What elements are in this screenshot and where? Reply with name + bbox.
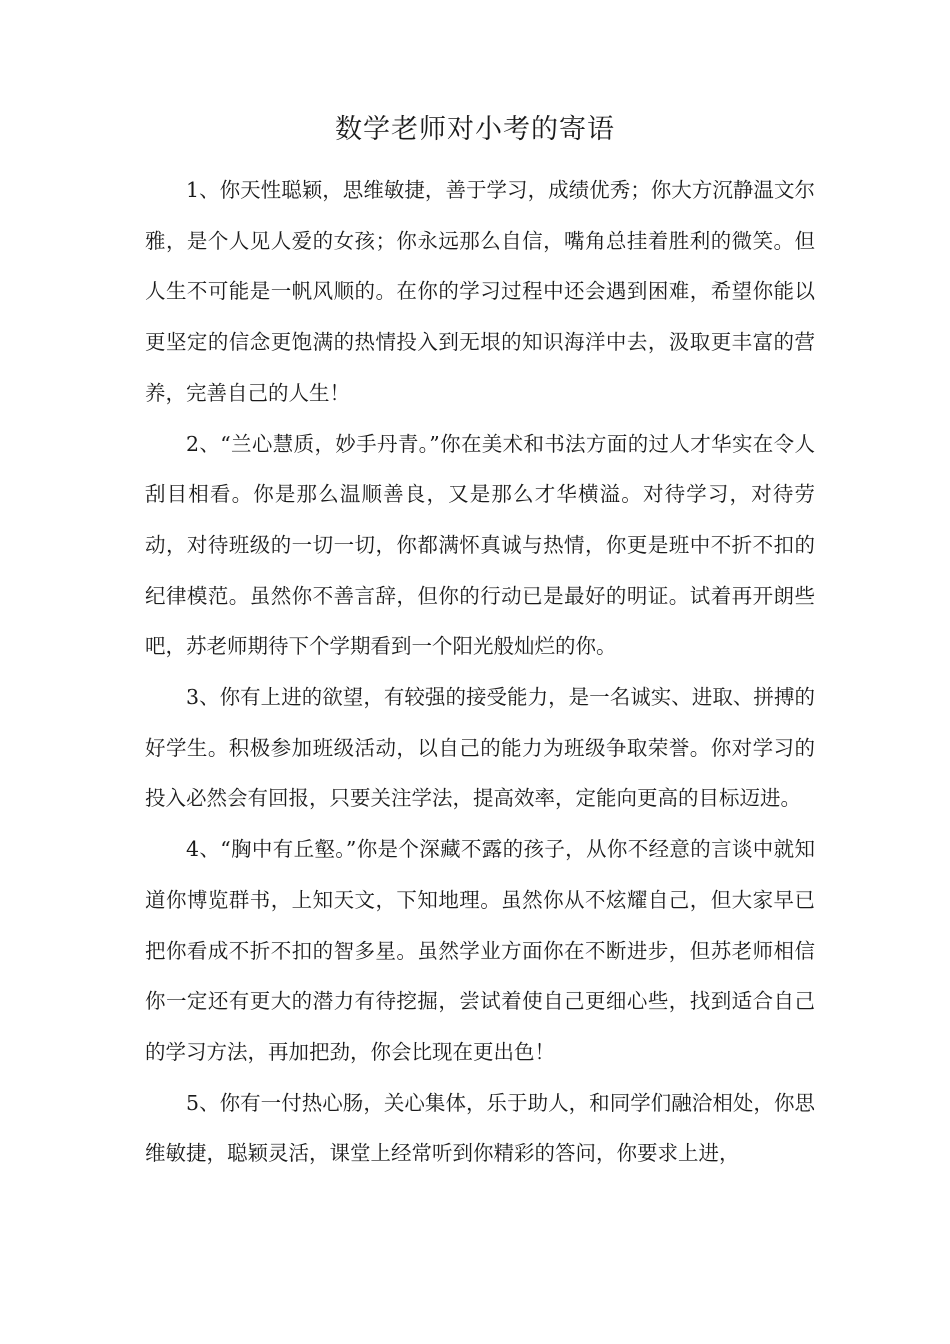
document-title: 数学老师对小考的寄语 [335, 114, 615, 145]
paragraph-5: 5、你有一付热心肠，关心集体，乐于助人，和同学们融洽相处，你思维敏捷，聪颖灵活，课堂上经常听到你精彩的答问，你要求上进， [145, 1090, 815, 1166]
paragraph-1: 1、你天性聪颖，思维敏捷，善于学习，成绩优秀；你大方沉静温文尔雅，是个人见人爱的女孩；你永远那么自信，嘴角总挂着胜利的微笑。但人生不可能是一帆风顺的。在你的学习过程中还会遇到困难，希望你能以更坚定的信念更饱满的热情投入到无垠的知识海洋中去，汲取更丰富的营养，完善自己的人生！ [145, 178, 815, 405]
paragraph-2: 2、“兰心慧质，妙手丹青。”你在美术和书法方面的过人才华实在令人刮目相看。你是那么温顺善良，又是那么才华横溢。对待学习，对待劳动，对待班级的一切一切，你都满怀真诚与热情，你更是班中不折不扣的纪律模范。虽然你不善言辞，但你的行动已是最好的明证。试着再开朗些吧，苏老师期待下个学期看到一个阳光般灿烂的你。 [145, 431, 815, 659]
paragraph-4: 4、“胸中有丘壑。”你是个深藏不露的孩子，从你不经意的言谈中就知道你博览群书，上知天文，下知地理。虽然你从不炫耀自己，但大家早已把你看成不折不扣的智多星。虽然学业方面你在不断进步，但苏老师相信你一定还有更大的潜力有待挖掘，尝试着使自己更细心些，找到适合自己的学习方法，再加把劲，你会比现在更出色！ [145, 837, 815, 1064]
paragraph-3: 3、你有上进的欲望，有较强的接受能力，是一名诚实、进取、拼搏的好学生。积极参加班级活动，以自己的能力为班级争取荣誉。你对学习的投入必然会有回报，只要关注学法，提高效率，定能向更高的目标迈进。 [145, 685, 815, 811]
document-body [145, 165, 815, 1179]
